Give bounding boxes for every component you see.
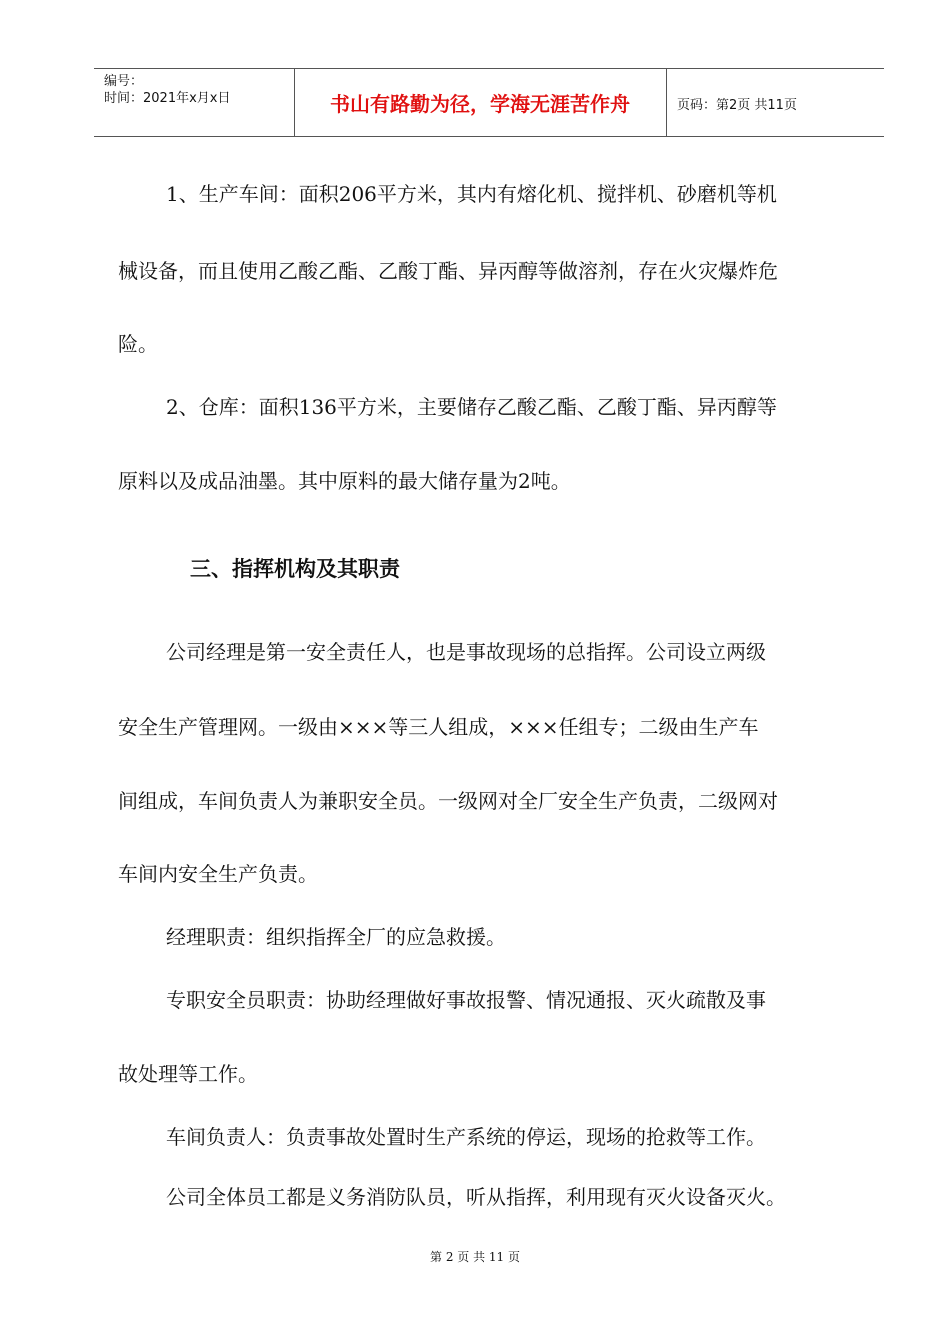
paragraph-line: 械设备，而且使用乙酸乙酯、乙酸丁酯、异丙醇等做溶剂，存在火灾爆炸危 — [118, 259, 778, 283]
date-label: 时间：2021年x月x日 — [104, 91, 231, 106]
paragraph-line: 专职安全员职责：协助经理做好事故报警、情况通报、灭火疏散及事 — [166, 988, 766, 1012]
paragraph-line: 安全生产管理网。一级由×××等三人组成，×××任组专；二级由生产车 — [118, 715, 759, 739]
serial-label: 编号： — [104, 74, 144, 89]
header-divider — [666, 69, 667, 136]
header-motto: 书山有路勤为径，学海无涯苦作舟 — [330, 92, 630, 116]
page-header — [94, 68, 884, 137]
header-meta — [94, 69, 294, 136]
paragraph-line: 2、仓库：面积136平方米，主要储存乙酸乙酯、乙酸丁酯、异丙醇等 — [166, 395, 777, 419]
section-heading: 三、指挥机构及其职责 — [190, 557, 400, 581]
paragraph-line: 经理职责：组织指挥全厂的应急救援。 — [166, 925, 506, 949]
paragraph-line: 故处理等工作。 — [118, 1062, 258, 1086]
paragraph-line: 1、生产车间：面积206平方米，其内有熔化机、搅拌机、砂磨机等机 — [166, 182, 777, 206]
paragraph-line: 车间内安全生产负责。 — [118, 862, 318, 886]
paragraph-line: 公司经理是第一安全责任人，也是事故现场的总指挥。公司设立两级 — [166, 640, 766, 664]
paragraph-line: 险。 — [118, 332, 158, 356]
header-page-info: 页码：第2页 共11页 — [677, 98, 797, 113]
page-footer: 第 2 页 共 11 页 — [430, 1250, 520, 1264]
paragraph-line: 公司全体员工都是义务消防队员，听从指挥，利用现有灭火设备灭火。 — [166, 1185, 786, 1209]
paragraph-line: 车间负责人：负责事故处置时生产系统的停运，现场的抢救等工作。 — [166, 1125, 766, 1149]
paragraph-line: 间组成，车间负责人为兼职安全员。一级网对全厂安全生产负责，二级网对 — [118, 789, 778, 813]
paragraph-line: 原料以及成品油墨。其中原料的最大储存量为2吨。 — [118, 469, 571, 493]
